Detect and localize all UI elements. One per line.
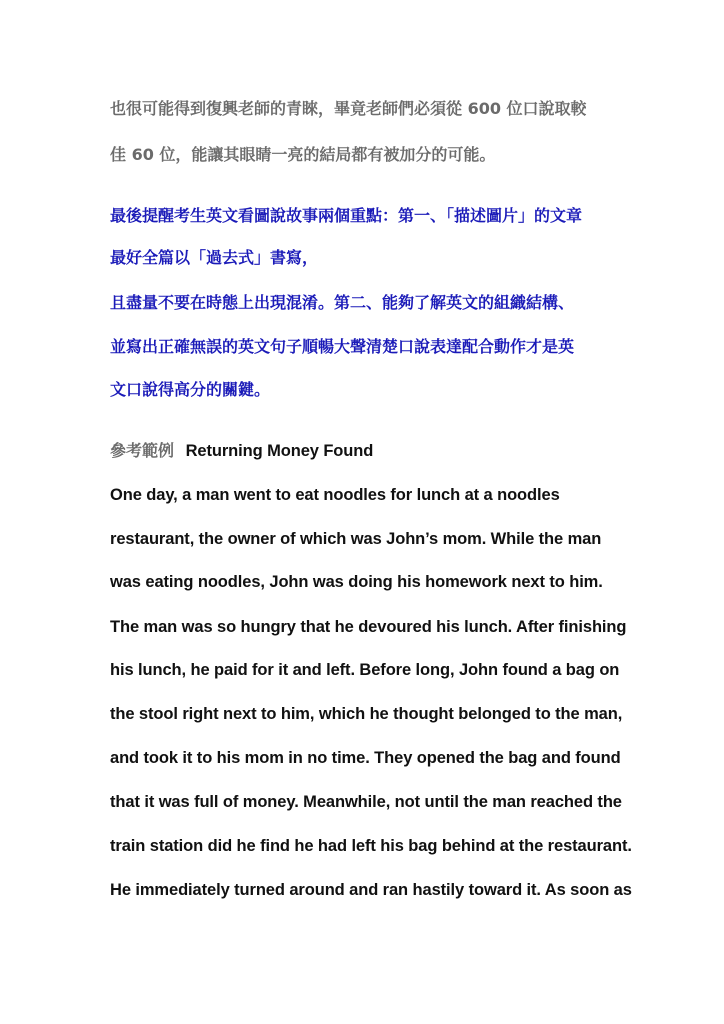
example-label: 參考範例 — [110, 441, 175, 460]
story-line: his lunch, he paid for it and left. Before long, John found a bag on — [110, 661, 620, 679]
tips-line-2: 最好全篇以「過去式」書寫， — [110, 248, 319, 267]
example-title: Returning Money Found — [185, 442, 374, 460]
story-line: restaurant, the owner of which was John’s mom. While the man — [110, 530, 602, 548]
tips-line-1: 最後提醒考生英文看圖說故事兩個重點：第一、「描述圖片」的文章 — [110, 206, 583, 225]
tips-line-5: 文口說得高分的關鍵。 — [110, 380, 271, 399]
example-heading — [110, 441, 373, 461]
story-line: He immediately turned around and ran hastily toward it. As soon as — [110, 881, 632, 899]
story-line: train station did he find he had left his bag behind at the restaurant. — [110, 837, 632, 855]
story-line: and took it to his mom in no time. They opened the bag and found — [110, 749, 621, 767]
tips-line-4: 並寫出正確無誤的英文句子順暢大聲清楚口說表達配合動作才是英 — [110, 337, 575, 356]
tips-line-3: 且盡量不要在時態上出現混淆。第二、能夠了解英文的組織結構、 — [110, 293, 575, 312]
story-line: was eating noodles, John was doing his homework next to him. — [110, 573, 603, 591]
story-line: that it was full of money. Meanwhile, not until the man reached the — [110, 793, 622, 811]
intro-line-2: 佳 60 位，能讓其眼睛一亮的結局都有被加分的可能。 — [110, 145, 496, 164]
intro-line-1: 也很可能得到復興老師的青睞，畢竟老師們必須從 600 位口說取較 — [110, 99, 587, 118]
story-line: The man was so hungry that he devoured his lunch. After finishing — [110, 618, 627, 636]
story-line: the stool right next to him, which he thought belonged to the man, — [110, 705, 623, 723]
story-line: One day, a man went to eat noodles for lunch at a noodles — [110, 486, 560, 504]
